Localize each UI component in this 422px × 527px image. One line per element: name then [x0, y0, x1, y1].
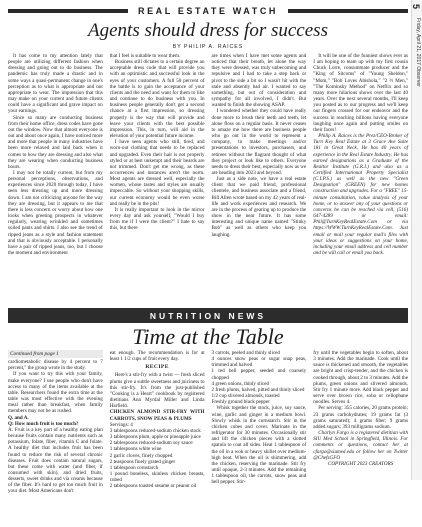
- ingredient: 3 carrots, peeled and thinly sliced: [211, 350, 280, 356]
- answer: A: Fruit is a key part of a healthy eating plan because fruits contain many nutrients such as potassium, folate, fiber, vitamin C and folate. A healthy diet that includes fruit has been found to reduce the risk of several chronic diseases. Fruit does contain natural sugars, but these come with water (and fiber, if consumed with skin), and dried fruits, desserts, sweet drinks and via creams because of the fiber. It's hard to get too much fruit in your diet. Most Americans don't: [8, 426, 103, 495]
- nutrition-column-1: [8, 350, 103, 527]
- nutrition-facts: Per serving: 355 calories, 20 grams protein; 23 grams carbohydrates; 19 grams fat (3 grams saturated); 4 grams fiber; 9 grams added sugars; 393 milligrams sodium.: [313, 405, 408, 430]
- ingredient: 1 tablespoons white wine: [109, 446, 162, 453]
- paragraph: It will be one of the funniest shows ever as I am hoping to team up with my first cousin Chuck Lorre, consummate producer and the "King of Sitcoms" of "Young Sheldon," "Mom," "Bob Loves Abishola," "2 ½ Men," "The Kominsky Method" on Netflix and so many more hilarious shows over the last 40 years. Over the next several months, I'll keep you posted as to our progress and we'll keep our fingers crossed for our endeavor and the success in reaching billions having everyone laughing once again and putting smiles on their faces!: [313, 53, 408, 133]
- continued-label: Continued from page 1: [8, 350, 103, 358]
- ingredient: 4 green onions, thinly sliced: [211, 380, 270, 387]
- nutrition-column-2: [110, 350, 205, 527]
- nutrition-column-4: [313, 350, 408, 527]
- copyright: COPYRIGHT 2023 CREATORS: [327, 460, 394, 467]
- section-rule-left: [8, 9, 128, 13]
- nutrition-column-3: [212, 350, 307, 527]
- article-column-2: [110, 53, 205, 305]
- ingredient: 2 fresh plums, halved, pitted and thinly sliced: [211, 386, 305, 393]
- article-headline: Agents should dress for success: [88, 20, 328, 41]
- paragraph: It has come to my attention lately that people are utilizing different fashion when dressing and going out to do business. The pandemic has truly made a drastic and in some ways a quasi-permanent change in one's perception as to what is appropriate and not appropriate to wear. The impression that this may make on your current and future clients could have a significant and grave impact on your earnings.: [8, 53, 103, 115]
- section-rule-right: [288, 9, 408, 13]
- nutrition-article-body: [8, 350, 408, 527]
- paragraph: If you want to try this with your family, make everyone? I use people who don't have access to many of the items available at the table. Researchers found the extra time at the table was most effective with the evening meal rather than breakfast, when family members may not be as rushed.: [8, 371, 103, 415]
- ingredient: 2 garlic cloves, finely chopped: [109, 452, 173, 459]
- page-edge-strip: [411, 0, 422, 480]
- ingredient: 2 tablespoons toasted sesame or peanut oil: [109, 483, 197, 490]
- servings: Servings: 4: [109, 421, 133, 428]
- real-estate-article-body: [8, 53, 408, 305]
- page-dateline: Friday, April 21, 2017 Observer: [415, 18, 421, 87]
- paragraph: cardiometabolic disease by 4 percent to 7 percent," the group wrote in the study.: [8, 359, 103, 372]
- ingredient: 1 tablespoon cornstarch: [109, 464, 159, 471]
- nutrition-section-header: [8, 308, 408, 323]
- question: Q: How much fruit is too much?: [8, 420, 79, 427]
- qa-heading: Q. and A.: [8, 414, 29, 421]
- paragraph: I have seen agents who still, tired, and worn-out clothing that needs to be replaced and upgraded. Even their hair is not properly styled or at best unkempt and their beards are not trimmed. Don't get me wrong, as these occurrences and instances aren't the norm. Most agents are dressed well, especially the women, whose tastes and styles are usually impeccable. So without your shopping skills, our current economy would be even worse and really be in the pits!: [109, 139, 205, 207]
- recipe-label: RECIPE: [145, 364, 169, 371]
- ingredient: 3 tablespoons reduced-sodium chicken stock: [109, 427, 201, 434]
- ingredient: 3 tablespoons plum, apple or pineapple juice: [109, 434, 201, 441]
- section-label: NUTRITION NEWS: [149, 310, 267, 321]
- recipe-instructions: Whisk together the stock, juice, soy sauce, wine, garlic and ginger in a medium bowl. Slowly whisk in the cornstarch. Stir in the chicken cubes and cover. Marinate in the refrigerator for 30 minutes. Occasionally stir and lift the chicken pieces with a slotted spatula to coat all sides. Heat 1 tablespoon of the oil in a wok or heavy skillet over medium-high heat. When the oil is shimmering, add the chicken, reserving the marinade. Stir fry until opaque, 2-3 minutes. Add the remaining 1 tablespoon oil, the carrots, snow peas and bell pepper. Stir-: [211, 405, 307, 486]
- section-label: REAL ESTATE WATCH: [137, 6, 279, 16]
- ingredient: Freshly ground black pepper: [211, 399, 270, 406]
- paragraph: Here's a stir-fry with a twist — fresh sliced plums give a subtle sweetness and juiciness to this stir-fry. It's from the just-published "Cooking is a Heart" cookbook by registered dietitians Ann Myrdal Miller and Linda Harfield.: [109, 372, 205, 410]
- paragraph: I wondered whether they could have really done more to brush their teeth and teeth, let alone floss on a regular basis. It never ceases to amaze me how there are business people who go out in the world to represent a company, to make meetings and/or presentations to investors, purchasers, and retirees without the flagrant thought of what they project or look like to others. Everyone needs to dress their best, especially now as we are heading into 2023 and beyond.: [211, 108, 307, 176]
- article-column-3: [212, 53, 307, 305]
- paragraph: Since so many are conducting business from their home office, dress codes have gone out the window. Now that almost everyone is out and about once again, I have noticed more and more that people in many industries have been more relaxed and laid back when it comes to how they are dressing and also what they are wearing when conducting business hours.: [8, 114, 103, 170]
- recipe-instructions: fry until the vegetables begin to soften, about 3 minutes. Add the marinade. Cook until the sauce is thickened and smooth, the vegetables are bright and crisp-tender, and the chicken is cooked through, about 2 to 3 minutes. Add the plums, green onions and slivered almonds. Stir fry 1 minute more. Add black pepper and serve over brown rice, soba or cellophane noodles. Serves 4.: [313, 350, 408, 406]
- ingredient: 2 teaspoons finely grated ginger: [109, 458, 176, 465]
- nutrition-headline: Time at the Table: [132, 324, 284, 349]
- ingredient: 4 ounces snow peas or sugar snap peas, trimmed and halved: [211, 356, 307, 369]
- real-estate-section-header: [8, 4, 408, 18]
- ingredient: 1 red bell pepper, seeded and coarsely chopped: [211, 368, 307, 381]
- ingredient: 1 pound boneless, skinless chicken breasts, cubed: [109, 470, 205, 484]
- paragraph: that I feel is suitable to wear them.: [109, 53, 181, 59]
- author-bio: Charlyn Fargo is a registered dietitian with SIU Med School in Springfield, Illinois. For comments or questions, contact her at cfargo@siumed.edu or follow her on Twitter @ChefsGFO: [313, 430, 408, 461]
- paragraph: It is really important to look in the mirror every day and ask yourself, "Would I buy from me if I were the client?" I hate to say this, but there: [109, 206, 205, 232]
- paragraph: Business still dictates to a certain degree an acceptable dress code that will provide you with an optimistic and successful look in the eyes of your customers. A full 50 percent of the battle is to gain the acceptance of your clients and the need and want for them to like and continue to do business with you. In business people generally don't get a second chance at a first impression, so dressing properly is the way that will provide and leave your clients with the best possible impression. This, in turn, will aid in the elevation of your potential future income.: [109, 59, 205, 140]
- paragraph: Just as a side note, we have a real estate client that we paid friend, professional clientele, and business associate and a friend, Bill Allen wrote based on my 42 years of real-life and work experiences and research. We are in the process of gearing up to produce the show in the near future. It has some interesting and unique name named "Stinky Bob" as well as others who keep you laughing.: [211, 176, 307, 238]
- article-column-4: [313, 53, 408, 305]
- author-bio: Philip A. Raices is the Prez/CEO-Broker of Turn Key Real Estate at 3 Grace Ave Suite 181 in Great Neck. He has 40 years of experience in the Real Estate Industry. He has earned designations as a Graduate of the Realtor Institute (G.R.I.) and also as a Certified International Property Specialist (C.I.P.S.) as well as the new "Green Designation" (GREEN) for new homes construction and upgrades. For a "FREE" 15-minute consultation, value analysis of your home, or to answer any of your questions or concerns he can be reached via cell, (516) 647-4289 or email: Phil@TurnKeyRealEstate.Com or via https://WWW.TurnKeyRealEstate.Com. Just email or mail your regular mail's files with your ideas or suggestions on your home, including your email address and cell number and he will call or email you back.: [313, 133, 408, 256]
- ingredient: 2 tablespoons reduced-sodium soy sauce: [109, 440, 193, 447]
- paragraph: eat enough. The recommendation is for at least 1 1/2 cups of fruit every day.: [109, 350, 205, 363]
- ingredient: 1/2 cup slivered almonds, toasted: [211, 393, 280, 400]
- page-number: 5: [411, 4, 421, 10]
- paragraph: are times when I have met some agents and noticed that their breath, let alone the way they were dressed, was truly unbecoming and repulsive and I had to take a step back or pivot to the side a bit so I wasn't hit with the stale and absently bad air. I wanted to say something, but out of consideration and sympathy for all involved, I didn't. But wanted to finish the showing ASAP.: [211, 53, 307, 109]
- article-byline: BY PHILIP A. RAICES: [172, 44, 244, 50]
- recipe-name: CHICKEN ALMOND STIR-FRY WITH CARROTS, SNOW PEAS & PLUMS: [109, 409, 205, 422]
- newspaper-page: [8, 0, 408, 527]
- article-column-1: [8, 53, 103, 305]
- paragraph: I may not be totally current, but from my personal perceptions, observations, and experiences since 2020 through today, I have seen less dressing up and more dressing down. I am not criticizing anyone for the way they are dressing, but it appears to me that there is less concern or worry about how one looks when greeting prospects in whatever regularly, wearing wrinkled and sometimes soiled pants and shirts. I also see the trend of ripped jeans as a style and fashion statement and that is obviously acceptable. I personally have a pair of ripped jeans, too, but I choose the moment and environment: [8, 169, 103, 256]
